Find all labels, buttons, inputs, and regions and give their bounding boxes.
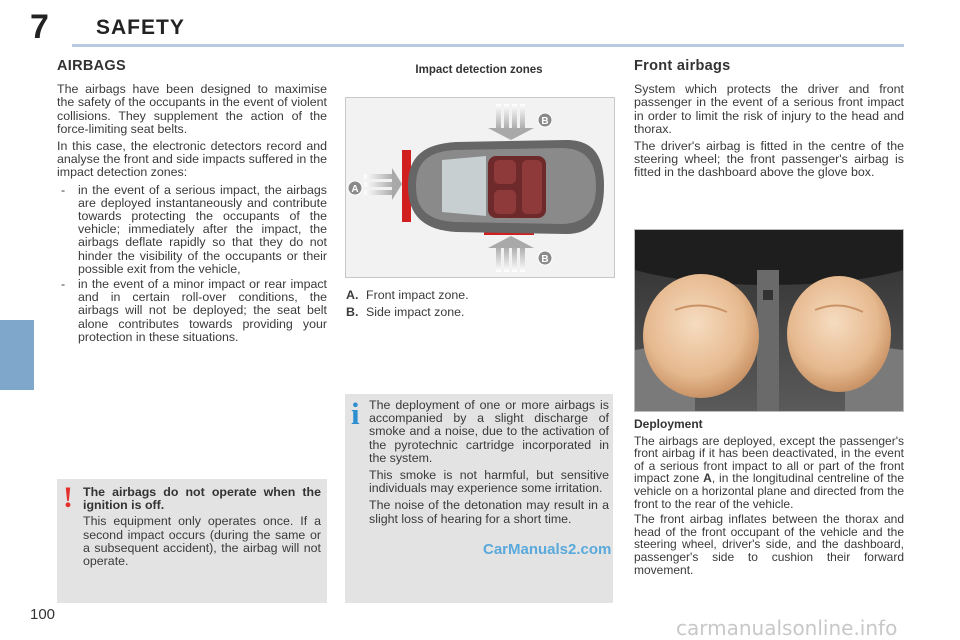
impact-zones-legend — [346, 287, 469, 321]
deployment-title: Deployment — [634, 417, 703, 431]
side-impact-arrows-top — [488, 104, 534, 140]
legend-key: B. — [346, 305, 359, 319]
deployed-airbags-photo — [634, 229, 904, 412]
legend-key: A. — [346, 288, 359, 302]
deployment-section — [634, 418, 904, 579]
chapter-number: 7 — [30, 8, 49, 46]
chapter-side-tab — [0, 320, 34, 390]
legend-text: Front impact zone. — [366, 288, 469, 302]
airbags-bullet-list — [57, 184, 327, 344]
airbags-bullet-serious: - in the event of a serious impact, the airbags are deployed instantaneously and contribute towards protecting the occupants of the vehicle; immediately after the impact, the airbags deflate rapidly so that they do not hinder the visibility of the occupants or their possible exit from the vehicle, — [57, 184, 327, 276]
warning-box — [57, 479, 327, 603]
airbags-intro: The airbags have been designed to maximise the safety of the occupants in the event of violent collisions. They supplement the action of the force-limiting seat belts. — [57, 82, 327, 136]
carmanuals-watermark: CarManuals2.com — [483, 541, 612, 558]
label-b-bottom: B — [541, 254, 549, 265]
footer-watermark: carmanualsonline.info — [676, 616, 898, 640]
legend-item — [346, 287, 469, 304]
warning-text: This equipment only operates once. If a second impact occurs (during the same or a subsequent accident), the airbag will not operate. — [83, 514, 321, 569]
airbags-title: AIRBAGS — [57, 58, 126, 74]
label-a: A — [351, 184, 359, 195]
front-airbags-section — [634, 60, 904, 184]
front-airbags-para: The driver's airbag is fitted in the centre of the steering wheel; the front passenger's airbag is fitted in the dashboard above the glove box. — [634, 139, 904, 180]
impact-zones-heading: Impact detection zones — [415, 64, 543, 76]
car-top-view-illustration — [346, 98, 614, 277]
info-paragraph: The noise of the detonation may result in a slight loss of hearing for a short time. — [369, 498, 609, 526]
deployment-para: The airbags are deployed, except the passenger's front airbag if it has been deactivated, in the event of a serious front impact to all or part of the front impact zone A, in the longitudinal centreline of the vehicle on a horizontal plane and directed from the front to the rear of the vehicle. — [634, 433, 904, 511]
airbags-detectors: In this case, the electronic detectors record and analyse the front and side impacts suffered in the impact detection zones: — [57, 139, 327, 180]
header-rule — [72, 44, 904, 47]
legend-item — [346, 304, 469, 321]
front-impact-arrows — [364, 168, 402, 200]
front-airbags-para: System which protects the driver and front passenger in the event of a serious front impact in order to limit the risk of injury to the head and thorax. — [634, 82, 904, 136]
info-box — [345, 394, 613, 603]
legend-text: Side impact zone. — [366, 305, 465, 319]
side-impact-arrows-bottom — [488, 236, 534, 272]
front-airbags-title: Front airbags — [634, 58, 731, 74]
warning-bold-text: The airbags do not operate when the ignition is off. — [83, 485, 321, 513]
warning-icon: ! — [63, 481, 73, 514]
impact-zones-diagram — [345, 97, 615, 278]
chapter-title: SAFETY — [96, 16, 185, 39]
passenger-airbag — [787, 276, 891, 392]
airbags-bullet-minor: - in the event of a minor impact or rear impact and in certain roll-over conditions, the airbags will not be deployed; the seat belt alone contributes towards providing your protection in these situations. — [57, 278, 327, 344]
info-icon: i — [351, 396, 360, 431]
page-number: 100 — [30, 606, 56, 623]
info-paragraph: The deployment of one or more airbags is accompanied by a slight discharge of smoke and a noise, due to the activation of the pyrotechnic cartridge incorporated in the system. — [369, 398, 609, 465]
airbags-section — [57, 60, 327, 348]
driver-airbag — [643, 274, 759, 398]
deployment-para: The front airbag inflates between the thorax and head of the front occupant of the vehicle and the steering wheel, driver's side, and the dashboard, passenger's side to cushion their forward movement. — [634, 512, 904, 577]
info-paragraph: This smoke is not harmful, but sensitive individuals may experience some irritation. — [369, 468, 609, 496]
windscreen — [442, 156, 486, 216]
label-b-top: B — [541, 116, 549, 127]
